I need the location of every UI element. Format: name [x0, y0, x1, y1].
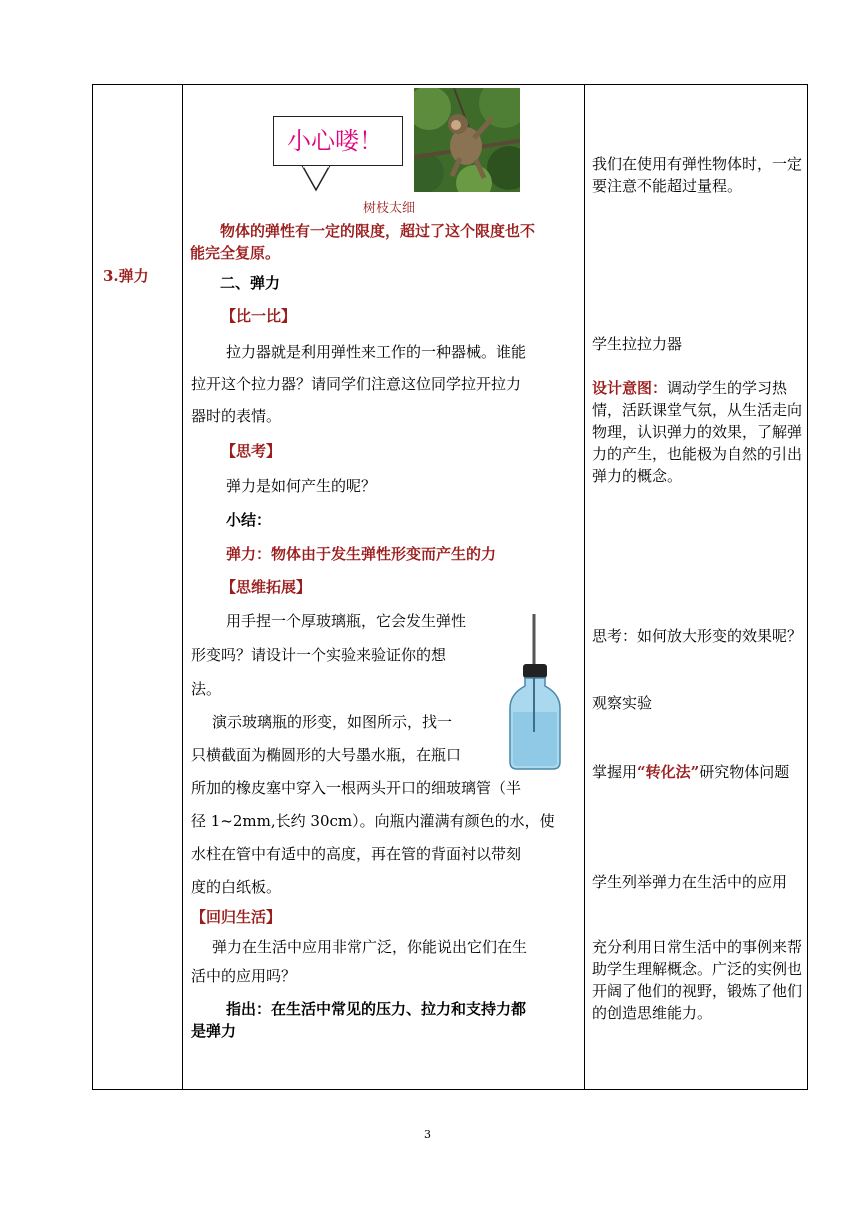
- design-text: 调动学生的学习热情，活跃课堂气氛，从生活走向物理，认识弹力的效果，了解弹力的产生，也能极为自然的引出弹力的概念。: [592, 379, 803, 485]
- monkey-on-branch-icon: [414, 88, 520, 192]
- demo-line-4: 径 1~2mm,长约 30cm）。向瓶内灌满有颜色的水，使: [191, 812, 555, 830]
- section-title: 二、弹力: [220, 274, 281, 292]
- elastic-limit-line-2: 能完全复原。: [190, 244, 281, 262]
- point-line-2: 是弹力: [191, 1022, 237, 1040]
- right-note-method: [592, 761, 804, 783]
- point-line-1: 指出：在生活中常见的压力、拉力和支持力都: [226, 1000, 527, 1018]
- column-divider-1: [182, 85, 183, 1089]
- method-suffix: 研究物体问题: [699, 763, 790, 781]
- compare-line-2: 拉开这个拉力器？请同学们注意这位同学拉开拉力: [191, 375, 522, 393]
- think-question: 弹力是如何产生的呢？: [226, 477, 377, 495]
- demo-line-5: 水柱在管中有适中的高度，再在管的背面衬以带刻: [191, 845, 522, 863]
- think-heading: 【思考】: [221, 442, 282, 460]
- summary-label: 小结：: [226, 511, 272, 529]
- demo-line-1: 演示玻璃瓶的形变，如图所示，找一: [212, 713, 453, 731]
- compare-heading: 【比一比】: [221, 307, 297, 325]
- row-label: 3.弹力: [103, 267, 149, 285]
- elastic-limit-line-1: 物体的弹性有一定的限度，超过了这个限度也不: [220, 222, 536, 240]
- bubble-text: 小心喽！: [287, 127, 383, 155]
- design-label: 设计意图：: [592, 379, 668, 397]
- compare-line-3: 器时的表情。: [191, 407, 282, 425]
- life-heading: 【回归生活】: [191, 908, 282, 926]
- page-number: 3: [424, 1128, 431, 1141]
- expand-line-3: 法。: [191, 680, 222, 698]
- right-design-intent: [592, 377, 804, 487]
- column-divider-2: [584, 85, 585, 1089]
- right-note-list: 学生列举弹力在生活中的应用: [592, 873, 788, 891]
- right-note-range: 我们在使用有弹性物体时，一定要注意不能超过量程。: [592, 155, 803, 195]
- right-note-concept: 充分利用日常生活中的事例来帮助学生理解概念。广泛的实例也开阔了他们的视野，锻炼了他们的创造思维能力。: [592, 938, 803, 1022]
- method-emphasis: “转化法”: [637, 763, 700, 781]
- demo-line-2: 只横截面为椭圆形的大号墨水瓶，在瓶口: [191, 746, 462, 764]
- demo-line-3: 所加的橡皮塞中穿入一根两头开口的细玻璃管（半: [191, 779, 522, 797]
- elastic-limit-text: [190, 220, 582, 264]
- monkey-photo: [414, 88, 520, 192]
- glass-bottle-icon: [505, 612, 565, 772]
- right-note-observe: 观察实验: [592, 694, 653, 712]
- life-line-1: 弹力在生活中应用非常广泛，你能说出它们在生: [212, 938, 528, 956]
- method-prefix: 掌握用: [592, 763, 638, 781]
- expand-line-2: 形变吗？请设计一个实验来验证你的想: [191, 646, 447, 664]
- expand-heading: 【思维拓展】: [221, 578, 312, 596]
- demo-line-6: 度的白纸板。: [191, 878, 282, 896]
- expand-line-1: 用手捏一个厚玻璃瓶，它会发生弹性: [226, 612, 467, 630]
- elastic-force-definition: 弹力：物体由于发生弹性形变而产生的力: [226, 545, 497, 563]
- photo-caption: 树枝太细: [363, 201, 416, 216]
- point-text: [191, 998, 583, 1042]
- life-line-2: 活中的应用吗？: [191, 967, 297, 985]
- right-note-amplify: 思考：如何放大形变的效果呢？: [592, 627, 803, 645]
- compare-line-1: 拉力器就是利用弹性来工作的一种器械。谁能: [226, 343, 527, 361]
- right-note-pull: 学生拉拉力器: [592, 335, 683, 353]
- bubble-tail-icon: [300, 164, 340, 192]
